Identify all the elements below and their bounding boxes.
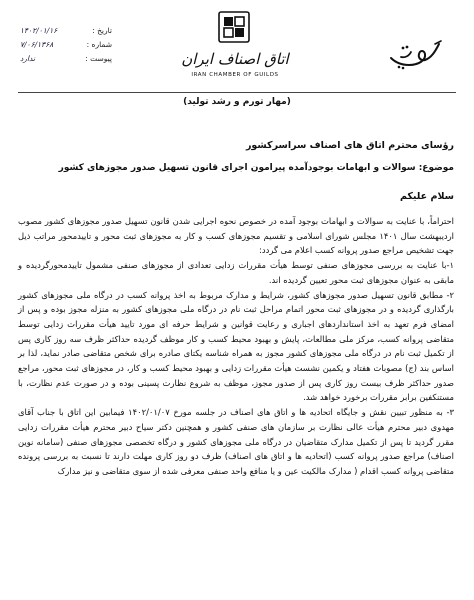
header-divider (18, 92, 456, 93)
paragraph-item-2: ۲- مطابق قانون تسهیل صدور مجوزهای کشور، شرایط و مدارک مربوط به اخذ پروانه کسب در درگاه ملی مجوزهای کشور بارگذاری گردیده و در مجوزهای ثبت محور اتمام مراحل ثبت نام در درگاه ملی مجوزهای کشور به منزله مجوز بوده و پس از امضای فرم تعهد به اخذ استانداردهای اجباری و رعایت قوانین و شرایط حرفه ای مورد تایید هیأت مقررات زدایی توسط متقاضی پروانه کسب، مرکز ملی مطالعات، پایش و بهبود محیط کسب و کار موظف گردیده حداکثر ظرف سه روز کاری پس از تکمیل ثبت نام در درگاه ملی مجوزهای کشور مجوز به همراه شناسه یکتای صادره برای شخص متقاضی صادر نماید، لذا بر اساس بند (ج) مصوبات هفتاد و یکمین نشست هیأت مقررات زدایی و بهبود محیط کسب و کار، در مجوزهای ثبت محور، مراجع صدور حداکثر ظرف بیست روز کاری پس از صدور مجوز، موظف به شروع نظارت پسینی بوده و در صورت عدم نظارت، با مستنکفین برابر مقررات برخورد خواهد شد. (18, 289, 454, 403)
chamber-latin-name: IRAN CHAMBER OF GUILDS (191, 72, 279, 78)
subject-line: موضوع: سوالات و ابهامات بوجودآمده پیرامون اجرای قانون تسهیل صدور مجوزهای کشور (58, 163, 454, 173)
paragraph-item-1: ۱-با عنایت به بررسی مجوزهای صنفی توسط هیأت مقررات زدایی تعدادی از مجوزهای صنفی مشمول تاییدمحورگردیده و مابقی به عنوان مجوزهای ثبت محور تعیین گردیده اند. (18, 260, 454, 285)
letter-body (18, 140, 454, 479)
addressee: رؤسای محترم اتاق های اصناف سراسرکشور (245, 140, 454, 151)
greeting: سلام علیکم (399, 191, 454, 202)
paragraph-item-3: ۳- به منظور تبیین نقش و جایگاه اتحادیه ها و اتاق های اصناف در جلسه مورخ ۱۴۰۲/۰۱/۰۷ فیمابین این اتاق با جناب آقای مهدوی دبیر محترم هیأت عالی نظارت بر سازمان های صنفی کشور و همچنین دکتر سیاح دبیر محترم هیأت مقررات زدایی مقرر گردید تا پس از تکمیل مدارک متقاضیان در درگاه ملی مجوزهای کشور و درگاه تخصصی مجوزهای صنفی (سامانه نوین اصناف) مراجع صدور پروانه کسب (اتحادیه ها و اتاق های اصناف) ظرف دو روز کاری مهلت دارند تا نسبت به بررسی پرونده متقاضی پروانه کسب اقدام ( مدارک مالکیت عین و یا منافع واحد صنفی معرفی شده از سوی متقاضی و نیز مدارک (18, 407, 454, 476)
attachment-value: ندارد (20, 54, 36, 63)
year-slogan: (مهار تورم و رشد تولید) (183, 97, 291, 107)
reference-block (20, 24, 112, 66)
number-label: شماره : (86, 40, 112, 49)
attachment-label: پیوست : (85, 54, 112, 63)
handwritten-title-signature (385, 38, 447, 72)
number-value: ۷/۰۶/۱۳۶۸ (20, 40, 54, 49)
date-value: ۱۴۰۲/۰۱/۱۶ (20, 26, 58, 35)
chamber-name: اتاق اصناف ایران (181, 50, 289, 68)
date-label: تاریخ : (92, 26, 112, 35)
chamber-logo-icon (213, 10, 255, 44)
paragraph-intro: احتراماً، با عنایت به سوالات و ابهامات بوجود آمده در خصوص نحوه اجرایی شدن قانون تسهیل صدور مجوزهای کشور مصوب اردیبهشت سال ۱۴۰۱ مجلس شورای اسلامی و تقسیم مجوزهای کسب و کار به مجوزهای ثبت محور و تاییدمحور مراتب ذیل جهت تشخیص مراجع صدور پروانه کسب اعلام می گردد: (18, 216, 454, 256)
number-row (20, 38, 112, 52)
date-row (20, 24, 112, 38)
attachment-row (20, 52, 112, 66)
